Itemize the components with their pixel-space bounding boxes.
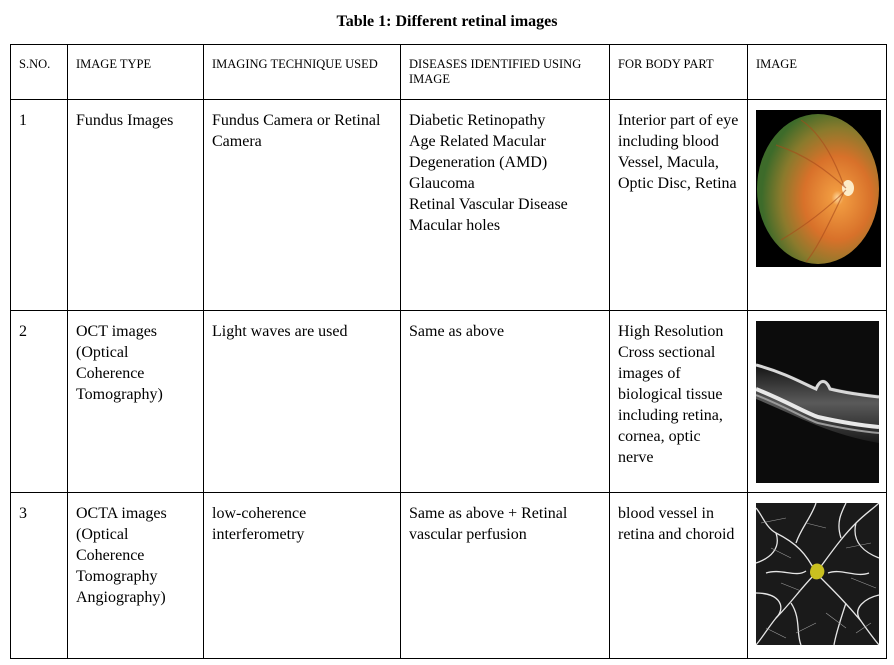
cell-image-type: OCT images (Optical Coherence Tomography) [68, 311, 204, 493]
oct-image [756, 321, 879, 483]
cell-image-type: Fundus Images [68, 100, 204, 311]
header-row [11, 45, 887, 100]
disease-item: Glaucoma [409, 175, 475, 192]
header-image-type: IMAGE TYPE [68, 45, 204, 100]
cell-diseases [401, 311, 610, 493]
cell-image-type: OCTA images (Optical Coherence Tomography Angiography) [68, 493, 204, 659]
cell-diseases [401, 493, 610, 659]
cell-technique: Fundus Camera or Retinal Camera [204, 100, 401, 311]
disease-item: Diabetic Retinopathy [409, 112, 546, 129]
cell-technique: Light waves are used [204, 311, 401, 493]
cell-technique: low-coherence interferometry [204, 493, 401, 659]
table-row [11, 493, 887, 659]
header-image: IMAGE [748, 45, 887, 100]
retinal-images-table [10, 44, 887, 659]
header-body-part: FOR BODY PART [610, 45, 748, 100]
disease-item: Same as above [409, 323, 505, 340]
disease-item: Age Related Macular Degeneration (AMD) [409, 133, 548, 171]
header-technique: IMAGING TECHNIQUE USED [204, 45, 401, 100]
cell-body-part: blood vessel in retina and choroid [610, 493, 748, 659]
cell-body-part: Interior part of eye including blood Vessel, Macula, Optic Disc, Retina [610, 100, 748, 311]
table-row [11, 100, 887, 311]
cell-image [748, 100, 887, 311]
disease-item: Same as above + Retinal vascular perfusion [409, 505, 568, 543]
cell-sno: 1 [11, 100, 68, 311]
header-diseases: DISEASES IDENTIFIED USING IMAGE [401, 45, 610, 100]
octa-image [756, 503, 879, 645]
cell-diseases [401, 100, 610, 311]
cell-image [748, 311, 887, 493]
table-row [11, 311, 887, 493]
header-sno: S.NO. [11, 45, 68, 100]
cell-image [748, 493, 887, 659]
cell-sno: 3 [11, 493, 68, 659]
cell-sno: 2 [11, 311, 68, 493]
disease-item: Macular holes [409, 217, 501, 234]
cell-body-part: High Resolution Cross sectional images of biological tissue including retina, cornea, optic nerve [610, 311, 748, 493]
fundus-image [756, 110, 881, 267]
disease-item: Retinal Vascular Disease [409, 196, 568, 213]
table-caption: Table 1: Different retinal images [336, 13, 558, 30]
